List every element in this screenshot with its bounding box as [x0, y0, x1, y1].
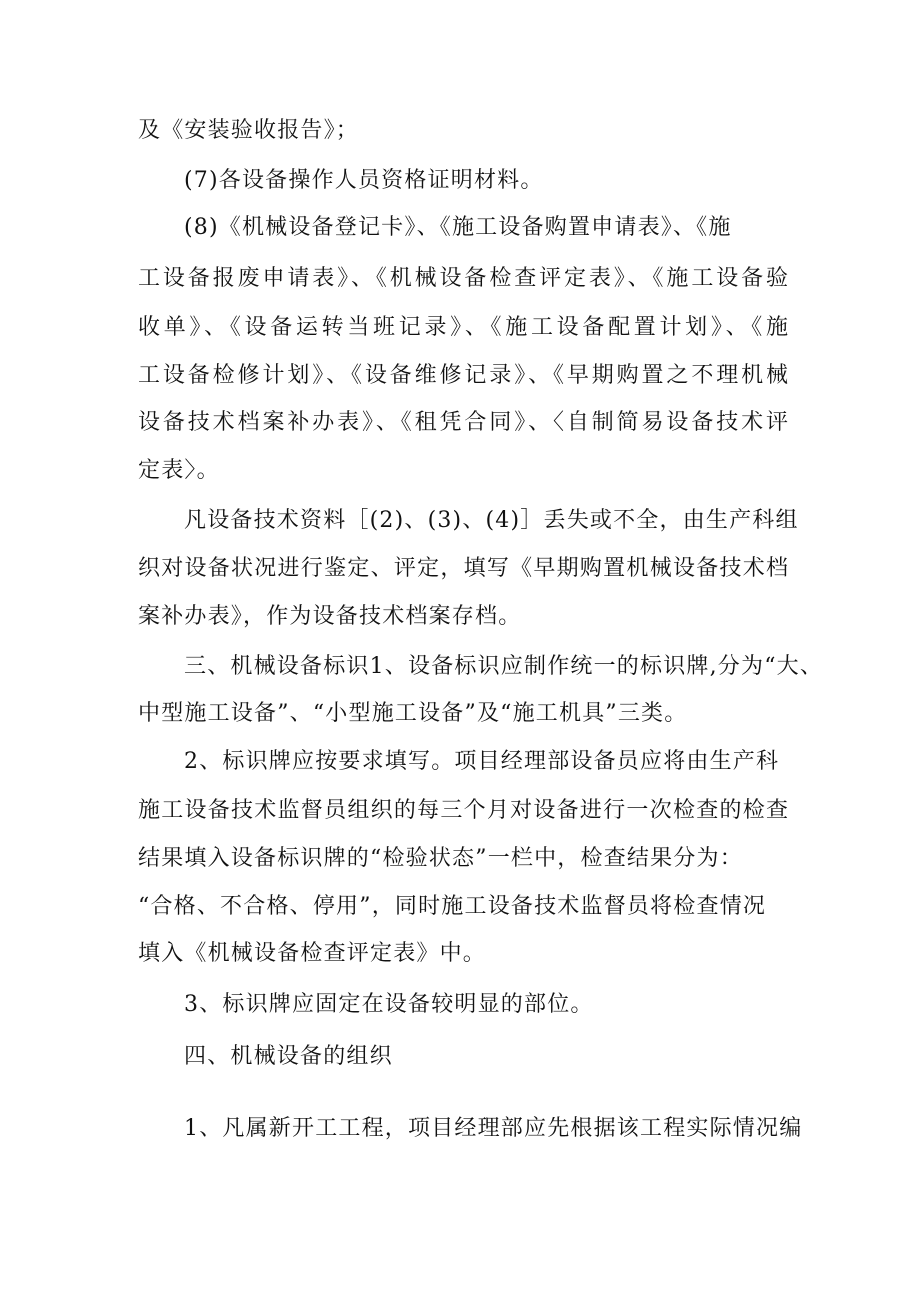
- text-line: 2、标识牌应按要求填写。项目经理部设备员应将由生产科: [184, 749, 780, 774]
- text-line: 工设备检修计划》、《设备维修记录》、《早期购置之不理机械: [138, 363, 788, 388]
- text-line: 3、标识牌应固定在设备较明显的部位。: [184, 992, 594, 1017]
- text-line: 结果填入设备标识牌的“检验状态”一栏中，检查结果分为：: [138, 846, 743, 871]
- text-line: 凡设备技术资料［(2)、(3)、(4)］丢失或不全，由生产科组: [184, 508, 799, 533]
- text-line: 及《安装验收报告》；: [138, 118, 360, 143]
- text-line: 1、凡属新开工工程，项目经理部应先根据该工程实际情况编: [184, 1116, 803, 1141]
- text-line: 收单》、《设备运转当班记录》、《施工设备配置计划》、《施: [138, 315, 788, 340]
- text-line: 定表〉。: [138, 458, 220, 483]
- text-line: 填入《机械设备检查评定表》中。: [138, 941, 487, 966]
- text-line: 设备技术档案补办表》、《租凭合同》、〈自制简易设备技术评: [138, 410, 788, 435]
- text-line: 工设备报废申请表》、《机械设备检查评定表》、《施工设备验: [138, 266, 788, 291]
- text-line: 四、机械设备的组织: [184, 1044, 393, 1069]
- text-line: (7)各设备操作人员资格证明材料。: [184, 168, 544, 193]
- text-line: 三、机械设备标识1、设备标识应制作统一的标识牌,分为“大、: [184, 654, 824, 679]
- text-line: 施工设备技术监督员组织的每三个月对设备进行一次检查的检查: [138, 798, 788, 823]
- text-line: (8)《机械设备登记卡》、《施工设备购置申请表》、《施: [184, 215, 732, 240]
- text-line: “合格、不合格、停用”，同时施工设备技术监督员将检查情况: [138, 894, 767, 919]
- text-line: 中型施工设备”、“小型施工设备”及“施工机具”三类。: [138, 701, 688, 726]
- text-line: 织对设备状况进行鉴定、评定，填写《早期购置机械设备技术档: [138, 556, 788, 581]
- text-line: 案补办表》，作为设备技术档案存档。: [138, 604, 522, 629]
